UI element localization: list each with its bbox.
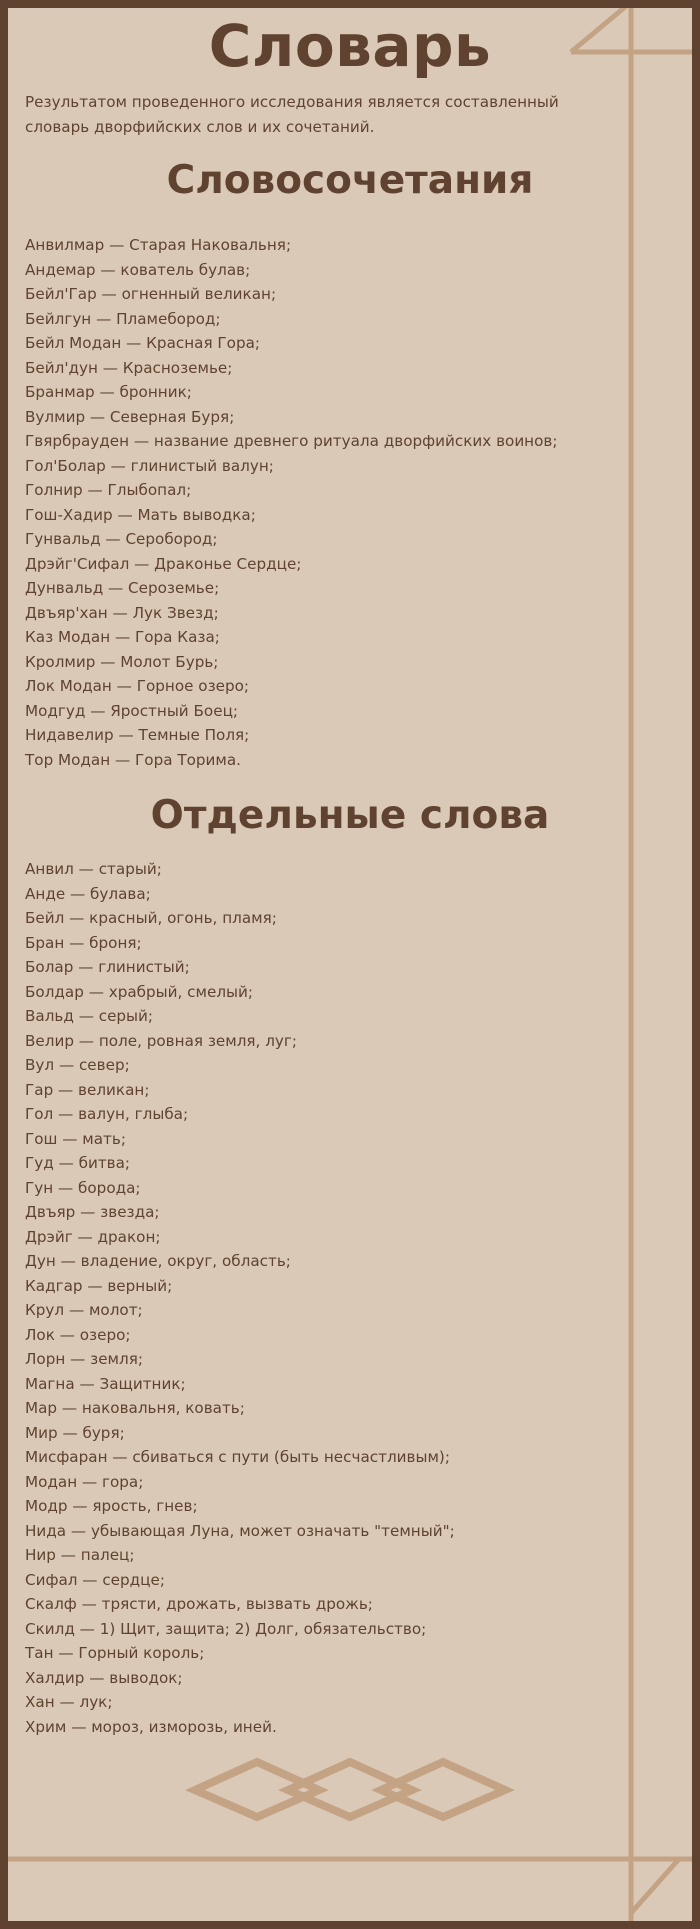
list-item: Кадгар — верный; bbox=[25, 1276, 173, 1295]
list-item: Нидавелир — Темные Поля; bbox=[25, 726, 250, 744]
list-item: Вул — север; bbox=[25, 1056, 130, 1074]
list-item: Крул — молот; bbox=[25, 1301, 143, 1319]
list-item: Гол'Болар — глинистый валун; bbox=[25, 456, 274, 475]
list-item: Мир — буря; bbox=[25, 1423, 125, 1442]
list-item: Нир — палец; bbox=[25, 1546, 135, 1564]
list-item: Бран — броня; bbox=[25, 933, 142, 952]
list-item: Дрэйг'Сифал — Драконье Сердце; bbox=[25, 554, 302, 573]
list-item: Гуд — битва; bbox=[25, 1154, 131, 1172]
list-item: Гош — мать; bbox=[25, 1129, 126, 1148]
list-item: Скилд — 1) Щит, защита; 2) Долг, обязательство; bbox=[25, 1619, 427, 1638]
list-item: Бейл — красный, огонь, пламя; bbox=[25, 909, 277, 927]
corner-triangle-ornament-bottom bbox=[8, 1859, 692, 1913]
list-item: Вулмир — Северная Буря; bbox=[25, 407, 235, 426]
list-item: Гвярбрауден — название древнего ритуала дворфийских воинов; bbox=[25, 432, 558, 450]
list-item: Халдир — выводок; bbox=[25, 1668, 183, 1687]
list-item: Лок Модан — Горное озеро; bbox=[25, 677, 250, 695]
list-item: Двъяр'хан — Лук Звезд; bbox=[25, 603, 219, 622]
list-item: Каз Модан — Гора Каза; bbox=[25, 628, 220, 646]
words-heading: Отдельные слова bbox=[150, 793, 550, 838]
list-item: Тор Модан — Гора Торима. bbox=[25, 750, 242, 769]
list-item: Хрим — мороз, изморозь, иней. bbox=[25, 1717, 277, 1736]
list-item: Хан — лук; bbox=[25, 1693, 113, 1711]
list-item: Тан — Горный король; bbox=[25, 1644, 205, 1662]
list-item: Бейл Модан — Красная Гора; bbox=[25, 334, 261, 352]
page-frame bbox=[8, 8, 692, 1921]
list-item: Лорн — земля; bbox=[25, 1350, 143, 1368]
intro-text: Результатом проведенного исследования является составленный словарь дворфийских слов и их сочетаний. bbox=[25, 93, 559, 136]
list-item: Бейлгун — Пламеборо​д; bbox=[25, 309, 221, 328]
list-item: Лок — озеро; bbox=[25, 1325, 131, 1344]
list-item: Бейл'Гар — огненный великан; bbox=[25, 285, 277, 303]
list-item: Дун — владение, округ, область; bbox=[25, 1252, 291, 1270]
list-item: Анвилмар — Старая Наковальня; bbox=[25, 236, 292, 254]
phrases-list bbox=[25, 233, 557, 772]
list-item: Велир — поле, ровная земля, луг; bbox=[25, 1031, 298, 1050]
words-list bbox=[25, 857, 455, 1739]
list-item: Бранмар — бронник; bbox=[25, 383, 192, 401]
list-item: Гош-Хадир — Мать выводка; bbox=[25, 505, 256, 524]
list-item: Бейл'дун — Красноземье; bbox=[25, 358, 233, 377]
list-item: Сифал — сердце; bbox=[25, 1570, 165, 1589]
list-item: Вальд — серый; bbox=[25, 1007, 154, 1025]
list-item: Анде — булава; bbox=[25, 884, 151, 903]
list-item: Анвил — старый; bbox=[25, 860, 162, 878]
list-item: Двъяр — звезда; bbox=[25, 1203, 160, 1221]
list-item: Голнир — Глыбопал; bbox=[25, 481, 192, 499]
list-item: Кролмир — Молот Бурь; bbox=[25, 652, 219, 671]
list-item: Гар — великан; bbox=[25, 1080, 150, 1099]
list-item: Нида — убывающая Луна, может означать "темный"; bbox=[25, 1521, 455, 1540]
list-item: Магна — Защитник; bbox=[25, 1374, 186, 1393]
corner-triangle-ornament-top bbox=[571, 8, 692, 1921]
list-item: Дунвальд — Сероземье; bbox=[25, 579, 220, 597]
list-item: Гунвальд — Сероборо​д; bbox=[25, 530, 218, 548]
diamond-chain-ornament bbox=[195, 1762, 505, 1817]
list-item: Скалф — трясти, дрожать, вызвать дрожь; bbox=[25, 1595, 373, 1613]
phrases-heading: Словосочетания bbox=[166, 158, 534, 203]
list-item: Гун — борода; bbox=[25, 1178, 141, 1197]
list-item: Модгуд — Яростный Боец; bbox=[25, 701, 239, 720]
list-item: Мар — наковальня, ковать; bbox=[25, 1399, 245, 1417]
list-item: Мисфаран — сбиваться с пути (быть несчастливым); bbox=[25, 1448, 450, 1466]
list-item: Болдар — храбрый, смелый; bbox=[25, 982, 254, 1001]
list-item: Гол — валун, глыба; bbox=[25, 1105, 189, 1123]
list-item: Дрэйг — дракон; bbox=[25, 1227, 161, 1246]
list-item: Болар — глинистый; bbox=[25, 958, 190, 976]
list-item: Модр — ярость, гнев; bbox=[25, 1497, 198, 1515]
page-title: Словарь bbox=[208, 12, 492, 80]
list-item: Модан — гора; bbox=[25, 1472, 144, 1491]
list-item: Андемар — кователь булав; bbox=[25, 260, 251, 279]
